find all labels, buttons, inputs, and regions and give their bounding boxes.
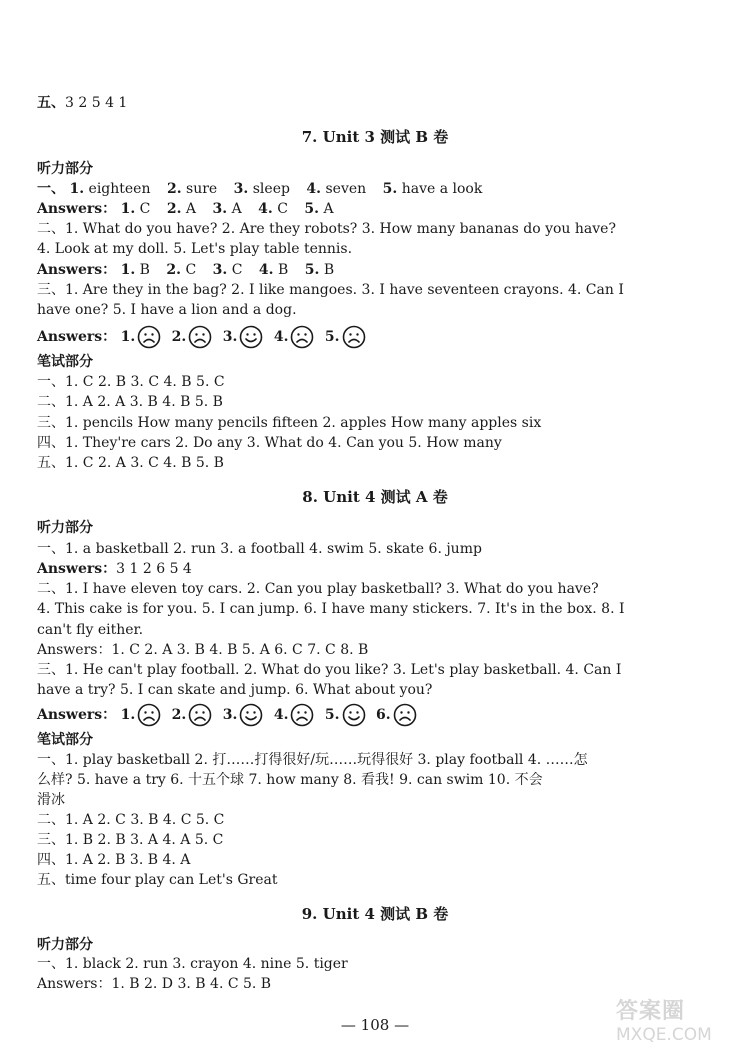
s7-part3-line1: 三、1. Are they in the bag? 2. I like mangoes. 3. I have seventeen crayons. 4. Can I xyxy=(37,282,624,298)
s7-listening-heading: 听力部分 xyxy=(37,161,93,177)
s8-part3-line1: 三、1. He can't play football. 2. What do you like? 3. Let's play basketball. 4. Can I xyxy=(37,662,622,678)
watermark-text-bottom: MXQE.COM xyxy=(616,1025,712,1045)
s7-part1: 一、 1. eighteen 2. sure 3. sleep 4. seven 5. have a look xyxy=(37,181,483,197)
s7-written-4: 四、1. They're cars 2. Do any 3. What do 4. Can you 5. How many xyxy=(37,435,502,451)
s8-written-3: 三、1. B 2. B 3. A 4. A 5. C xyxy=(37,832,224,848)
sad-face-icon xyxy=(393,703,417,727)
s7-written-heading: 笔试部分 xyxy=(37,354,93,370)
s7-answers-2: Answers： 1. B 2. C 3. C 4. B 5. B xyxy=(37,262,335,278)
s8-written-heading: 笔试部分 xyxy=(37,732,93,748)
s8-part2-line1: 二、1. I have eleven toy cars. 2. Can you play basketball? 3. What do you have? xyxy=(37,581,599,597)
s8-written-5: 五、time four play can Let's Great xyxy=(37,872,278,888)
sad-face-icon xyxy=(188,703,212,727)
sad-face-icon xyxy=(137,703,161,727)
s7-written-5: 五、1. C 2. A 3. C 4. B 5. B xyxy=(37,455,224,471)
s8-part2-line2: 4. This cake is for you. 5. I can jump. 6. I have many stickers. 7. It's in the box. 8. I xyxy=(37,601,625,617)
prev-section-line: 五、3 2 5 4 1 xyxy=(37,95,128,111)
s7-answers-1: Answers： 1. C 2. A 3. A 4. C 5. A xyxy=(37,201,334,217)
s7-written-1: 一、1. C 2. B 3. C 4. B 5. C xyxy=(37,374,225,390)
s8-part2-line3: can't fly either. xyxy=(37,622,144,638)
s9-answers-1: Answers：1. B 2. D 3. B 4. C 5. B xyxy=(37,976,272,992)
s8-written-1-line1: 一、1. play basketball 2. 打……打得很好/玩……玩得很好 3. play football 4. ……怎 xyxy=(37,752,588,768)
s7-part3-line2: have one? 5. I have a lion and a dog. xyxy=(37,302,297,318)
s8-listening-heading: 听力部分 xyxy=(37,520,93,536)
s8-written-4: 四、1. A 2. B 3. B 4. A xyxy=(37,852,191,868)
sad-face-icon xyxy=(188,325,212,349)
page-number: — 108 — xyxy=(340,1016,410,1034)
happy-face-icon xyxy=(239,703,263,727)
s7-part2-line2: 4. Look at my doll. 5. Let's play table tennis. xyxy=(37,241,353,257)
section-8-title: 8. Unit 4 测试 A 卷 xyxy=(302,488,448,506)
s8-part1: 一、1. a basketball 2. run 3. a football 4. swim 5. skate 6. jump xyxy=(37,541,482,557)
s7-part2-line1: 二、1. What do you have? 2. Are they robots? 3. How many bananas do you have? xyxy=(37,221,616,237)
s8-written-1-line2: 么样? 5. have a try 6. 十五个球 7. how many 8. 看我! 9. can swim 10. 不会 xyxy=(37,772,543,788)
s7-faces-answers: Answers： 1. 2. 3. 4. 5. xyxy=(37,324,372,350)
s8-answers-1: Answers：3 1 2 6 5 4 xyxy=(37,561,192,577)
s7-written-2: 二、1. A 2. A 3. B 4. B 5. B xyxy=(37,394,223,410)
sad-face-icon xyxy=(290,325,314,349)
watermark-text-top: 答案圈 xyxy=(616,999,686,1024)
section-7-title: 7. Unit 3 测试 B 卷 xyxy=(301,128,449,146)
s8-faces-answers: Answers： 1. 2. 3. 4. 5. 6. xyxy=(37,702,423,728)
sad-face-icon xyxy=(290,703,314,727)
s9-listening-heading: 听力部分 xyxy=(37,937,93,953)
sad-face-icon xyxy=(137,325,161,349)
s8-answers-2: Answers：1. C 2. A 3. B 4. B 5. A 6. C 7. C 8. B xyxy=(37,642,369,658)
s8-written-2: 二、1. A 2. C 3. B 4. C 5. C xyxy=(37,812,225,828)
happy-face-icon xyxy=(342,703,366,727)
watermark-logo xyxy=(616,994,744,1050)
s8-written-1-line3: 滑冰 xyxy=(37,792,65,808)
s7-written-3: 三、1. pencils How many pencils fifteen 2. apples How many apples six xyxy=(37,415,542,431)
s9-part1: 一、1. black 2. run 3. crayon 4. nine 5. tiger xyxy=(37,956,348,972)
sad-face-icon xyxy=(342,325,366,349)
happy-face-icon xyxy=(239,325,263,349)
s8-part3-line2: have a try? 5. I can skate and jump. 6. What about you? xyxy=(37,682,433,698)
section-9-title: 9. Unit 4 测试 B 卷 xyxy=(301,905,449,923)
